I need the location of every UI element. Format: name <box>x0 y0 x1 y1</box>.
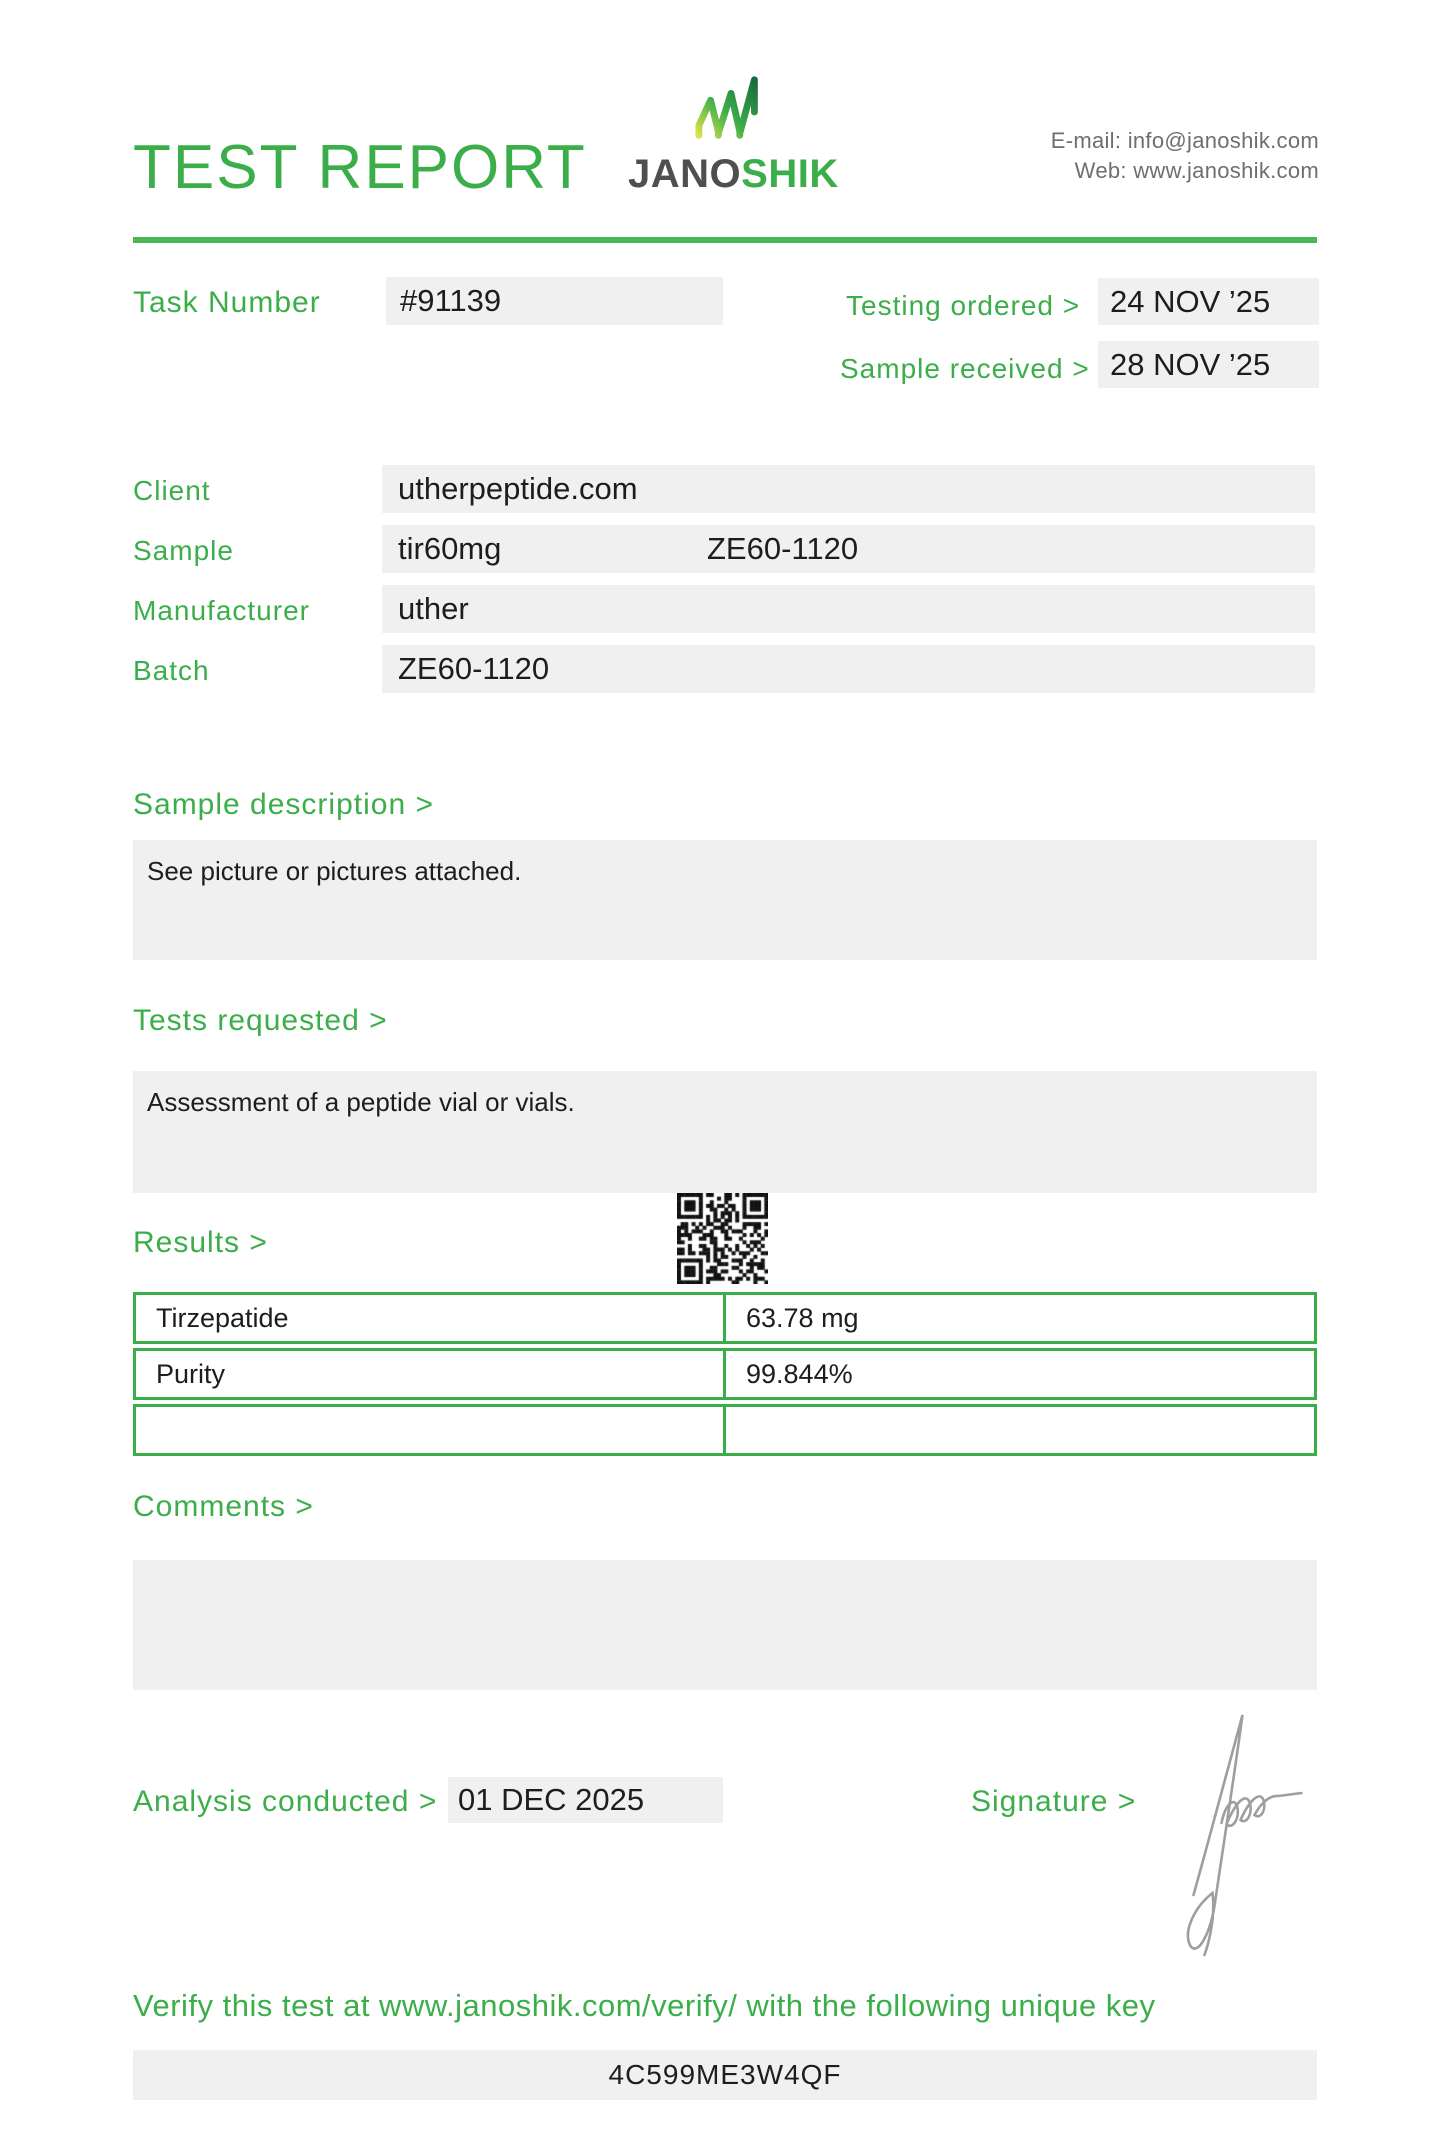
contact-info <box>1051 126 1319 186</box>
task-number-label: Task Number <box>133 286 321 319</box>
contact-email-line <box>1051 126 1319 156</box>
comments-label: Comments > <box>133 1490 314 1523</box>
sample-received-label: Sample received > <box>840 353 1090 384</box>
email-value: info@janoshik.com <box>1127 128 1319 153</box>
qr-code <box>677 1193 768 1284</box>
contact-web-line <box>1051 156 1319 186</box>
logo-wordmark <box>628 152 839 197</box>
table-row <box>133 1292 1317 1344</box>
sample-description-label: Sample description > <box>133 788 434 821</box>
client-value: utherpeptide.com <box>382 465 1315 513</box>
verify-instruction: Verify this test at www.janoshik.com/verify/ with the following unique key <box>133 1988 1156 2023</box>
page-title: TEST REPORT <box>133 133 587 202</box>
chart-growth-icon <box>692 72 770 148</box>
logo-text-accent: SHIK <box>741 152 839 196</box>
signature-label: Signature > <box>971 1785 1137 1818</box>
verify-key-value: 4C599ME3W4QF <box>133 2050 1317 2100</box>
batch-label: Batch <box>133 655 210 686</box>
batch-value: ZE60-1120 <box>382 645 1315 693</box>
tests-requested-box: Assessment of a peptide vial or vials. <box>133 1071 1317 1193</box>
sample-received-value: 28 NOV ’25 <box>1098 341 1319 388</box>
sample-label: Sample <box>133 535 234 566</box>
web-value: www.janoshik.com <box>1133 158 1319 183</box>
sample-description-box: See picture or pictures attached. <box>133 840 1317 960</box>
results-label: Results > <box>133 1226 268 1259</box>
web-label: Web: <box>1074 158 1127 183</box>
tests-requested-label: Tests requested > <box>133 1004 388 1037</box>
manufacturer-label: Manufacturer <box>133 595 310 626</box>
table-row <box>133 1348 1317 1400</box>
result-value <box>726 1407 1314 1453</box>
client-label: Client <box>133 475 211 506</box>
table-row <box>133 1404 1317 1456</box>
result-name: Tirzepatide <box>136 1295 726 1341</box>
company-logo <box>628 72 839 197</box>
analysis-conducted-label: Analysis conducted > <box>133 1785 438 1818</box>
task-number-value: #91139 <box>386 277 723 325</box>
result-name: Purity <box>136 1351 726 1397</box>
result-value: 99.844% <box>746 1359 853 1389</box>
analysis-date-value: 01 DEC 2025 <box>448 1777 723 1823</box>
email-label: E-mail: <box>1050 128 1122 153</box>
logo-text-primary: JANO <box>628 152 742 196</box>
comments-box <box>133 1560 1317 1690</box>
results-table <box>133 1292 1317 1460</box>
header-divider <box>133 237 1317 243</box>
testing-ordered-label: Testing ordered > <box>846 290 1081 321</box>
result-name <box>136 1407 726 1453</box>
sample-code-value: ZE60-1120 <box>707 531 859 566</box>
testing-ordered-value: 24 NOV ’25 <box>1098 278 1319 325</box>
manufacturer-value: uther <box>382 585 1315 633</box>
signature-image <box>1163 1703 1328 1963</box>
result-value: 63.78 mg <box>746 1303 859 1333</box>
sample-value: tir60mg ZE60-1120 <box>382 525 1315 573</box>
